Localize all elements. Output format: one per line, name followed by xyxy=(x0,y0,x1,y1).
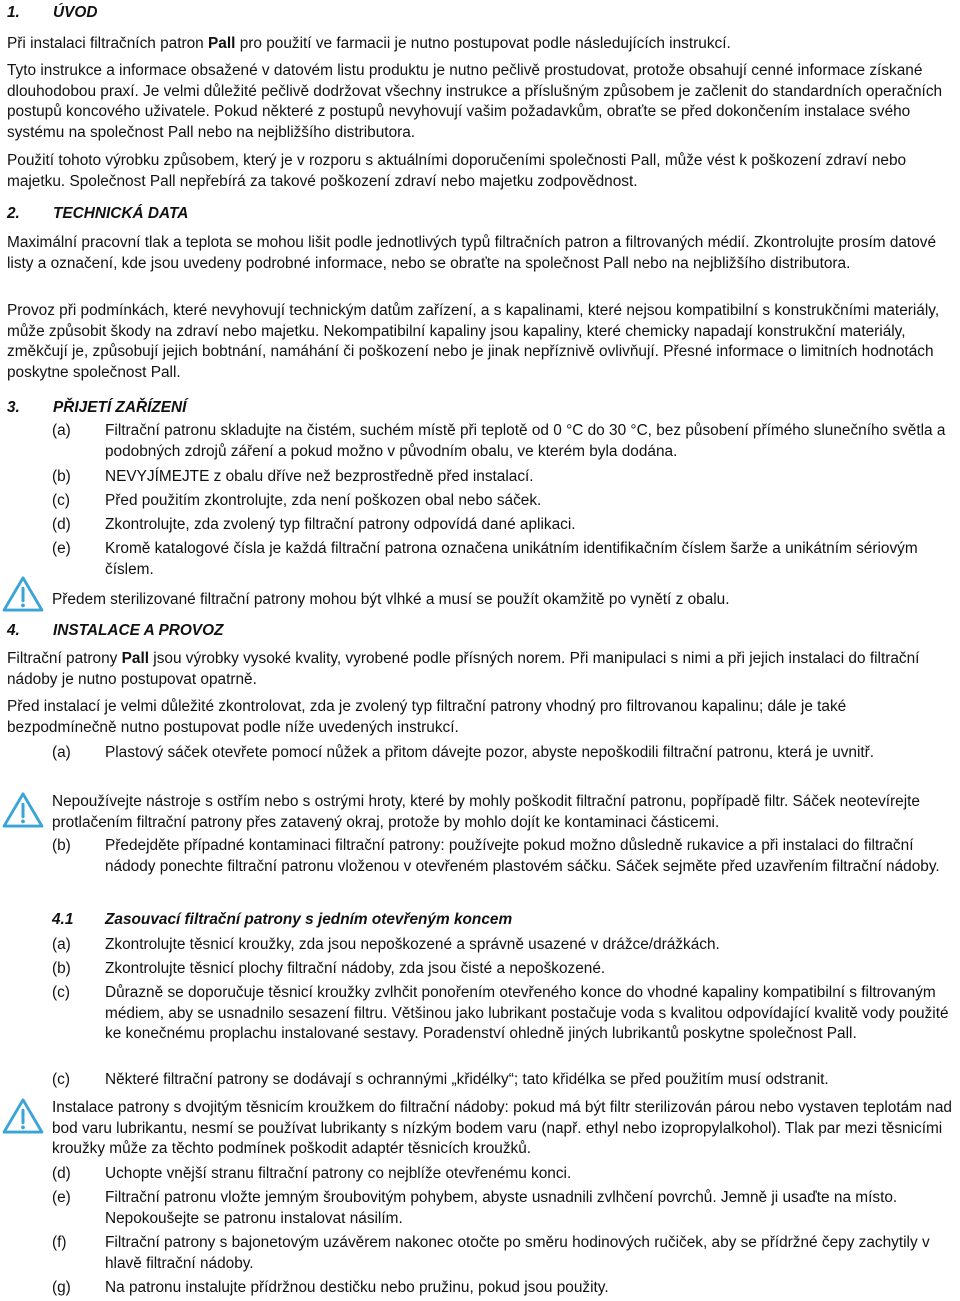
warning-text: Instalace patrony s dvojitým těsnicím kroužkem do filtrační nádoby: pokud má být filtr sterilizován párou nebo vystaven teplotám nad bod varu lubrikantu, nesmí se používat lubrikanty s nízkým bodem varu (např. ethyl nebo izopropylalkohol). Tlak par mezi těsnicími kroužky může za těchto podmínek poškodit adaptér těsnicích kroužků. xyxy=(52,1099,952,1158)
list-label: (b) xyxy=(52,837,71,854)
section-number: 2. xyxy=(7,205,20,222)
list-label: (d) xyxy=(52,516,71,533)
intro-paragraph-1 xyxy=(7,34,957,55)
text-run: jsou výrobky vysoké kvality, vyrobené podle přísných norem. Při manipulaci s nimi a při jejich instalaci do filtrační nádoby je nutno postupovat opatrně. xyxy=(7,650,920,688)
text-run: pro použití ve farmacii je nutno postupovat podle následujících instrukcí. xyxy=(235,35,731,52)
list-text: Zkontrolujte těsnicí kroužky, zda jsou nepoškozené a správně usazené v drážce/drážkách. xyxy=(105,936,720,953)
section-title: TECHNICKÁ DATA xyxy=(53,205,189,222)
section-number: 4.1 xyxy=(52,911,74,928)
list-text: Na patronu instalujte přídržnou destičku nebo pružinu, pokud jsou použity. xyxy=(105,1279,609,1296)
list-label: (e) xyxy=(52,540,71,557)
list-label: (a) xyxy=(52,422,71,439)
warning-text: Nepoužívejte nástroje s ostřím nebo s ostrými hroty, které by mohly poškodit filtrační patronu, popřípadě filtr. Sáček neotevírejte protlačením filtrační patrony přes zatavený okraj, protože by mohlo dojít ke kontaminaci částicemi. xyxy=(52,793,920,831)
list-item xyxy=(7,539,957,581)
list-item xyxy=(7,491,957,512)
technical-paragraph-1: Maximální pracovní tlak a teplota se mohou lišit podle jednotlivých typů filtračních patron a filtrovaných médií. Zkontrolujte prosím datové listy a označení, kde jsou uvedeny podrobné informace, nebo se obraťte na společnost Pall nebo na nejbližšího distributora. xyxy=(7,234,937,272)
list-item xyxy=(7,1278,957,1299)
list-label: (f) xyxy=(52,1234,67,1251)
technical-paragraph-2: Provoz při podmínkách, které nevyhovují technickým datům zařízení, a s kapalinami, které nejsou kompatibilní s konstrukčními materiály, může způsobit škody na zdraví nebo majetku. Nekompatibilní kapaliny jsou kapaliny, které chemicky napadají konstrukční materiály, změkčují je, způsobují jejich bobtnání, namáhání či poškození nebo je jinak nepříznivě ovlivňují. Přesné informace o limitních hodnotách poskytne společnost Pall. xyxy=(7,302,940,381)
install-paragraph-1 xyxy=(7,649,957,690)
install-paragraph-2: Před instalací je velmi důležité zkontrolovat, zda je zvolený typ filtrační patrony vhodný pro filtrovanou kapalinu; dále je také bezpodmínečně nutno postupovat podle níže uvedených instrukcí. xyxy=(7,698,847,736)
list-text: Zkontrolujte těsnicí plochy filtrační nádoby, zda jsou čisté a nepoškozené. xyxy=(105,960,606,977)
list-item xyxy=(7,421,957,463)
text-run: Při instalaci filtračních patron xyxy=(7,35,209,52)
section-title: PŘIJETÍ ZAŘÍZENÍ xyxy=(53,399,187,416)
list-text: Filtrační patrony s bajonetovým uzávěrem nakonec otočte po směru hodinových ručiček, aby se přídržné čepy zachytily v hlavě filtrační nádoby. xyxy=(105,1234,930,1272)
list-label: (d) xyxy=(52,1165,71,1182)
list-text: Kromě katalogové čísla je každá filtrační patrona označena unikátním identifikačním číslem šarže a unikátním sériovým číslem. xyxy=(105,540,918,578)
warning-note xyxy=(0,792,957,834)
list-label: (e) xyxy=(52,1189,71,1206)
list-item xyxy=(7,959,957,980)
section-number: 1. xyxy=(7,4,20,21)
intro-paragraph-2: Tyto instrukce a informace obsažené v datovém listu produktu je nutno pečlivě prostudovat, protože obsahují cenné informace získané dlouhodobou praxí. Je velmi důležité pečlivě dodržovat všechny instrukce a příslušným způsobem je začlenit do standardních operačních postupů koncového uživatele. Pokud některé z postupů nevyhovují vašim požadavkům, obraťte se před dokončením instalace svého systému na společnost Pall nebo na nejbližšího distributora. xyxy=(7,62,943,141)
list-label: (g) xyxy=(52,1279,71,1296)
warning-note xyxy=(0,590,957,612)
list-text: Zkontrolujte, zda zvolený typ filtrační patrony odpovídá dané aplikaci. xyxy=(105,516,576,533)
section-number: 3. xyxy=(7,399,20,416)
section-number: 4. xyxy=(7,622,20,639)
intro-paragraph-3: Použití tohoto výrobku způsobem, který je v rozporu s aktuálními doporučeními společnosti Pall, může vést k poškození zdraví nebo majetku. Společnost Pall nepřebírá za takové poškození zdraví nebo majetku zodpovědnost. xyxy=(7,152,907,190)
list-item xyxy=(7,1070,957,1091)
list-item xyxy=(7,1188,957,1230)
text-run: Filtrační patrony xyxy=(7,650,122,667)
list-item xyxy=(7,983,957,1066)
list-text: NEVYJÍMEJTE z obalu dříve než bezprostředně před instalací. xyxy=(105,468,534,485)
section-title: INSTALACE A PROVOZ xyxy=(53,622,224,639)
list-item xyxy=(7,935,957,956)
brand-name: Pall xyxy=(121,650,150,667)
list-text: Uchopte vnější stranu filtrační patrony co nejblíže otevřenému konci. xyxy=(105,1165,572,1182)
warning-text: Předem sterilizované filtrační patrony mohou být vlhké a musí se použít okamžitě po vynětí z obalu. xyxy=(52,591,730,608)
list-item xyxy=(7,467,957,488)
list-text: Plastový sáček otevřete pomocí nůžek a přitom dávejte pozor, abyste nepoškodili filtrační patronu, která je uvnitř. xyxy=(105,744,875,761)
list-label: (a) xyxy=(52,936,71,953)
list-item xyxy=(7,515,957,536)
warning-triangle-icon xyxy=(2,576,44,612)
list-item xyxy=(7,1233,957,1275)
list-label: (c) xyxy=(52,1071,70,1088)
warning-note xyxy=(0,1098,957,1160)
warning-triangle-icon xyxy=(2,1098,44,1134)
section-title: Zasouvací filtrační patrony s jedním otevřeným koncem xyxy=(105,911,513,928)
list-label: (c) xyxy=(52,984,70,1001)
list-item xyxy=(7,836,957,898)
list-label: (b) xyxy=(52,468,71,485)
list-label: (b) xyxy=(52,960,71,977)
list-text: Předejděte případné kontaminaci filtrační patrony: používejte pokud možno důsledně rukavice a při instalaci do filtrační nádody ponechte filtrační patronu vloženou v otevřeném plastovém sáčku. Sáček sejměte před uzavřením filtrační nádoby. xyxy=(105,837,940,875)
list-item xyxy=(7,743,957,785)
brand-name: Pall xyxy=(208,35,236,52)
warning-triangle-icon xyxy=(2,792,44,828)
list-text: Některé filtrační patrony se dodávají s ochrannými „křidélky“; tato křidélka se před použitím musí odstranit. xyxy=(105,1071,829,1088)
list-item xyxy=(7,1164,957,1185)
list-text: Filtrační patronu vložte jemným šroubovitým pohybem, abyste usnadnili zvlhčení povrchů. Jemně ji usaďte na místo. Nepokoušejte se patronu instalovat násilím. xyxy=(105,1189,898,1227)
list-label: (a) xyxy=(52,744,71,761)
list-text: Před použitím zkontrolujte, zda není poškozen obal nebo sáček. xyxy=(105,492,542,509)
section-title: ÚVOD xyxy=(53,4,98,21)
list-text: Filtrační patronu skladujte na čistém, suchém místě při teplotě od 0 °C do 30 °C, bez působení přímého slunečního světla a podobných zdrojů záření a pokud možno v původním obalu, ve kterém byla dodána. xyxy=(105,422,946,460)
list-label: (c) xyxy=(52,492,70,509)
list-text: Důrazně se doporučuje těsnicí kroužky zvlhčit ponořením otevřeného konce do vhodné kapaliny kompatibilní s filtrovaným médiem, aby se usnadnilo sesazení filtru. Většinou jako lubrikant postačuje voda s kvalitou odpovídající kvalitě vody použité ke konečnému proplachu instalované sestavy. Poradenství ohledně jiných lubrikantů poskytne společnost Pall. xyxy=(105,984,949,1043)
